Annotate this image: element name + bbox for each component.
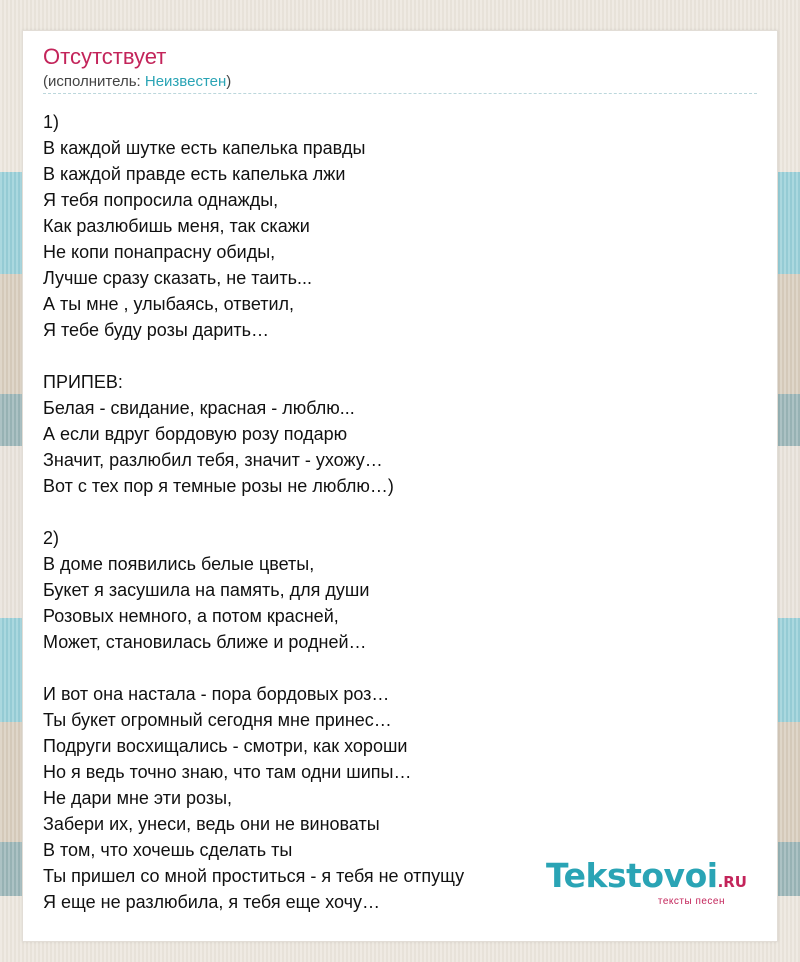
- lyric-line: [43, 499, 757, 525]
- lyric-line: [43, 343, 757, 369]
- lyric-line: А если вдруг бордовую розу подарю: [43, 424, 348, 444]
- artist-prefix: (исполнитель:: [43, 73, 145, 90]
- lyric-line: Ты пришел со мной проститься - я тебя не отпущу: [43, 866, 465, 886]
- lyric-line: Я еще не разлюбила, я тебя еще хочу…: [43, 892, 381, 912]
- lyric-line: В каждой шутке есть капелька правды: [43, 138, 366, 158]
- lyric-line: Забери их, унеси, ведь они не виноваты: [43, 814, 380, 834]
- lyric-line: Не копи понапрасну обиды,: [43, 242, 276, 262]
- lyric-line: Букет я засушила на память, для души: [43, 580, 370, 600]
- lyric-line: Но я ведь точно знаю, что там одни шипы…: [43, 762, 412, 782]
- artist-suffix: ): [226, 73, 232, 90]
- logo-tagline: тексты песен: [657, 896, 725, 907]
- lyric-line: Белая - свидание, красная - люблю...: [43, 398, 355, 418]
- lyric-line: Значит, разлюбил тебя, значит - ухожу…: [43, 450, 383, 470]
- lyric-line: Я тебе буду розы дарить…: [43, 320, 270, 340]
- lyric-line: В каждой правде есть капелька лжи: [43, 164, 346, 184]
- lyric-line: 2): [43, 528, 60, 548]
- lyric-line: Розовых немного, а потом красней,: [43, 606, 339, 626]
- lyric-line: Как разлюбишь меня, так скажи: [43, 216, 310, 236]
- lyric-line: Лучше сразу сказать, не таить...: [43, 268, 312, 288]
- divider: [43, 93, 757, 94]
- lyric-line: В том, что хочешь сделать ты: [43, 840, 293, 860]
- lyric-line: ПРИПЕВ:: [43, 372, 123, 392]
- lyric-line: И вот она настала - пора бордовых роз…: [43, 684, 390, 704]
- lyrics-card: [22, 30, 778, 942]
- logo-name: Tekstovoi: [546, 856, 718, 895]
- lyric-line: Вот с тех пор я темные розы не люблю…): [43, 476, 394, 496]
- site-logo[interactable]: [546, 856, 747, 907]
- lyric-line: Ты букет огромный сегодня мне принес…: [43, 710, 392, 730]
- song-title: Отсутствует: [43, 44, 167, 69]
- lyrics-text: [43, 109, 757, 915]
- lyric-line: [43, 655, 757, 681]
- logo-domain: .RU: [717, 873, 747, 891]
- lyric-line: 1): [43, 112, 60, 132]
- artist-line: [43, 73, 231, 90]
- lyric-line: Подруги восхищались - смотри, как хороши: [43, 736, 408, 756]
- lyric-line: А ты мне , улыбаясь, ответил,: [43, 294, 295, 314]
- lyric-line: Не дари мне эти розы,: [43, 788, 233, 808]
- artist-link[interactable]: Неизвестен: [144, 73, 227, 90]
- lyric-line: Я тебя попросила однажды,: [43, 190, 279, 210]
- lyric-line: Может, становилась ближе и родней…: [43, 632, 367, 652]
- lyric-line: В доме появились белые цветы,: [43, 554, 315, 574]
